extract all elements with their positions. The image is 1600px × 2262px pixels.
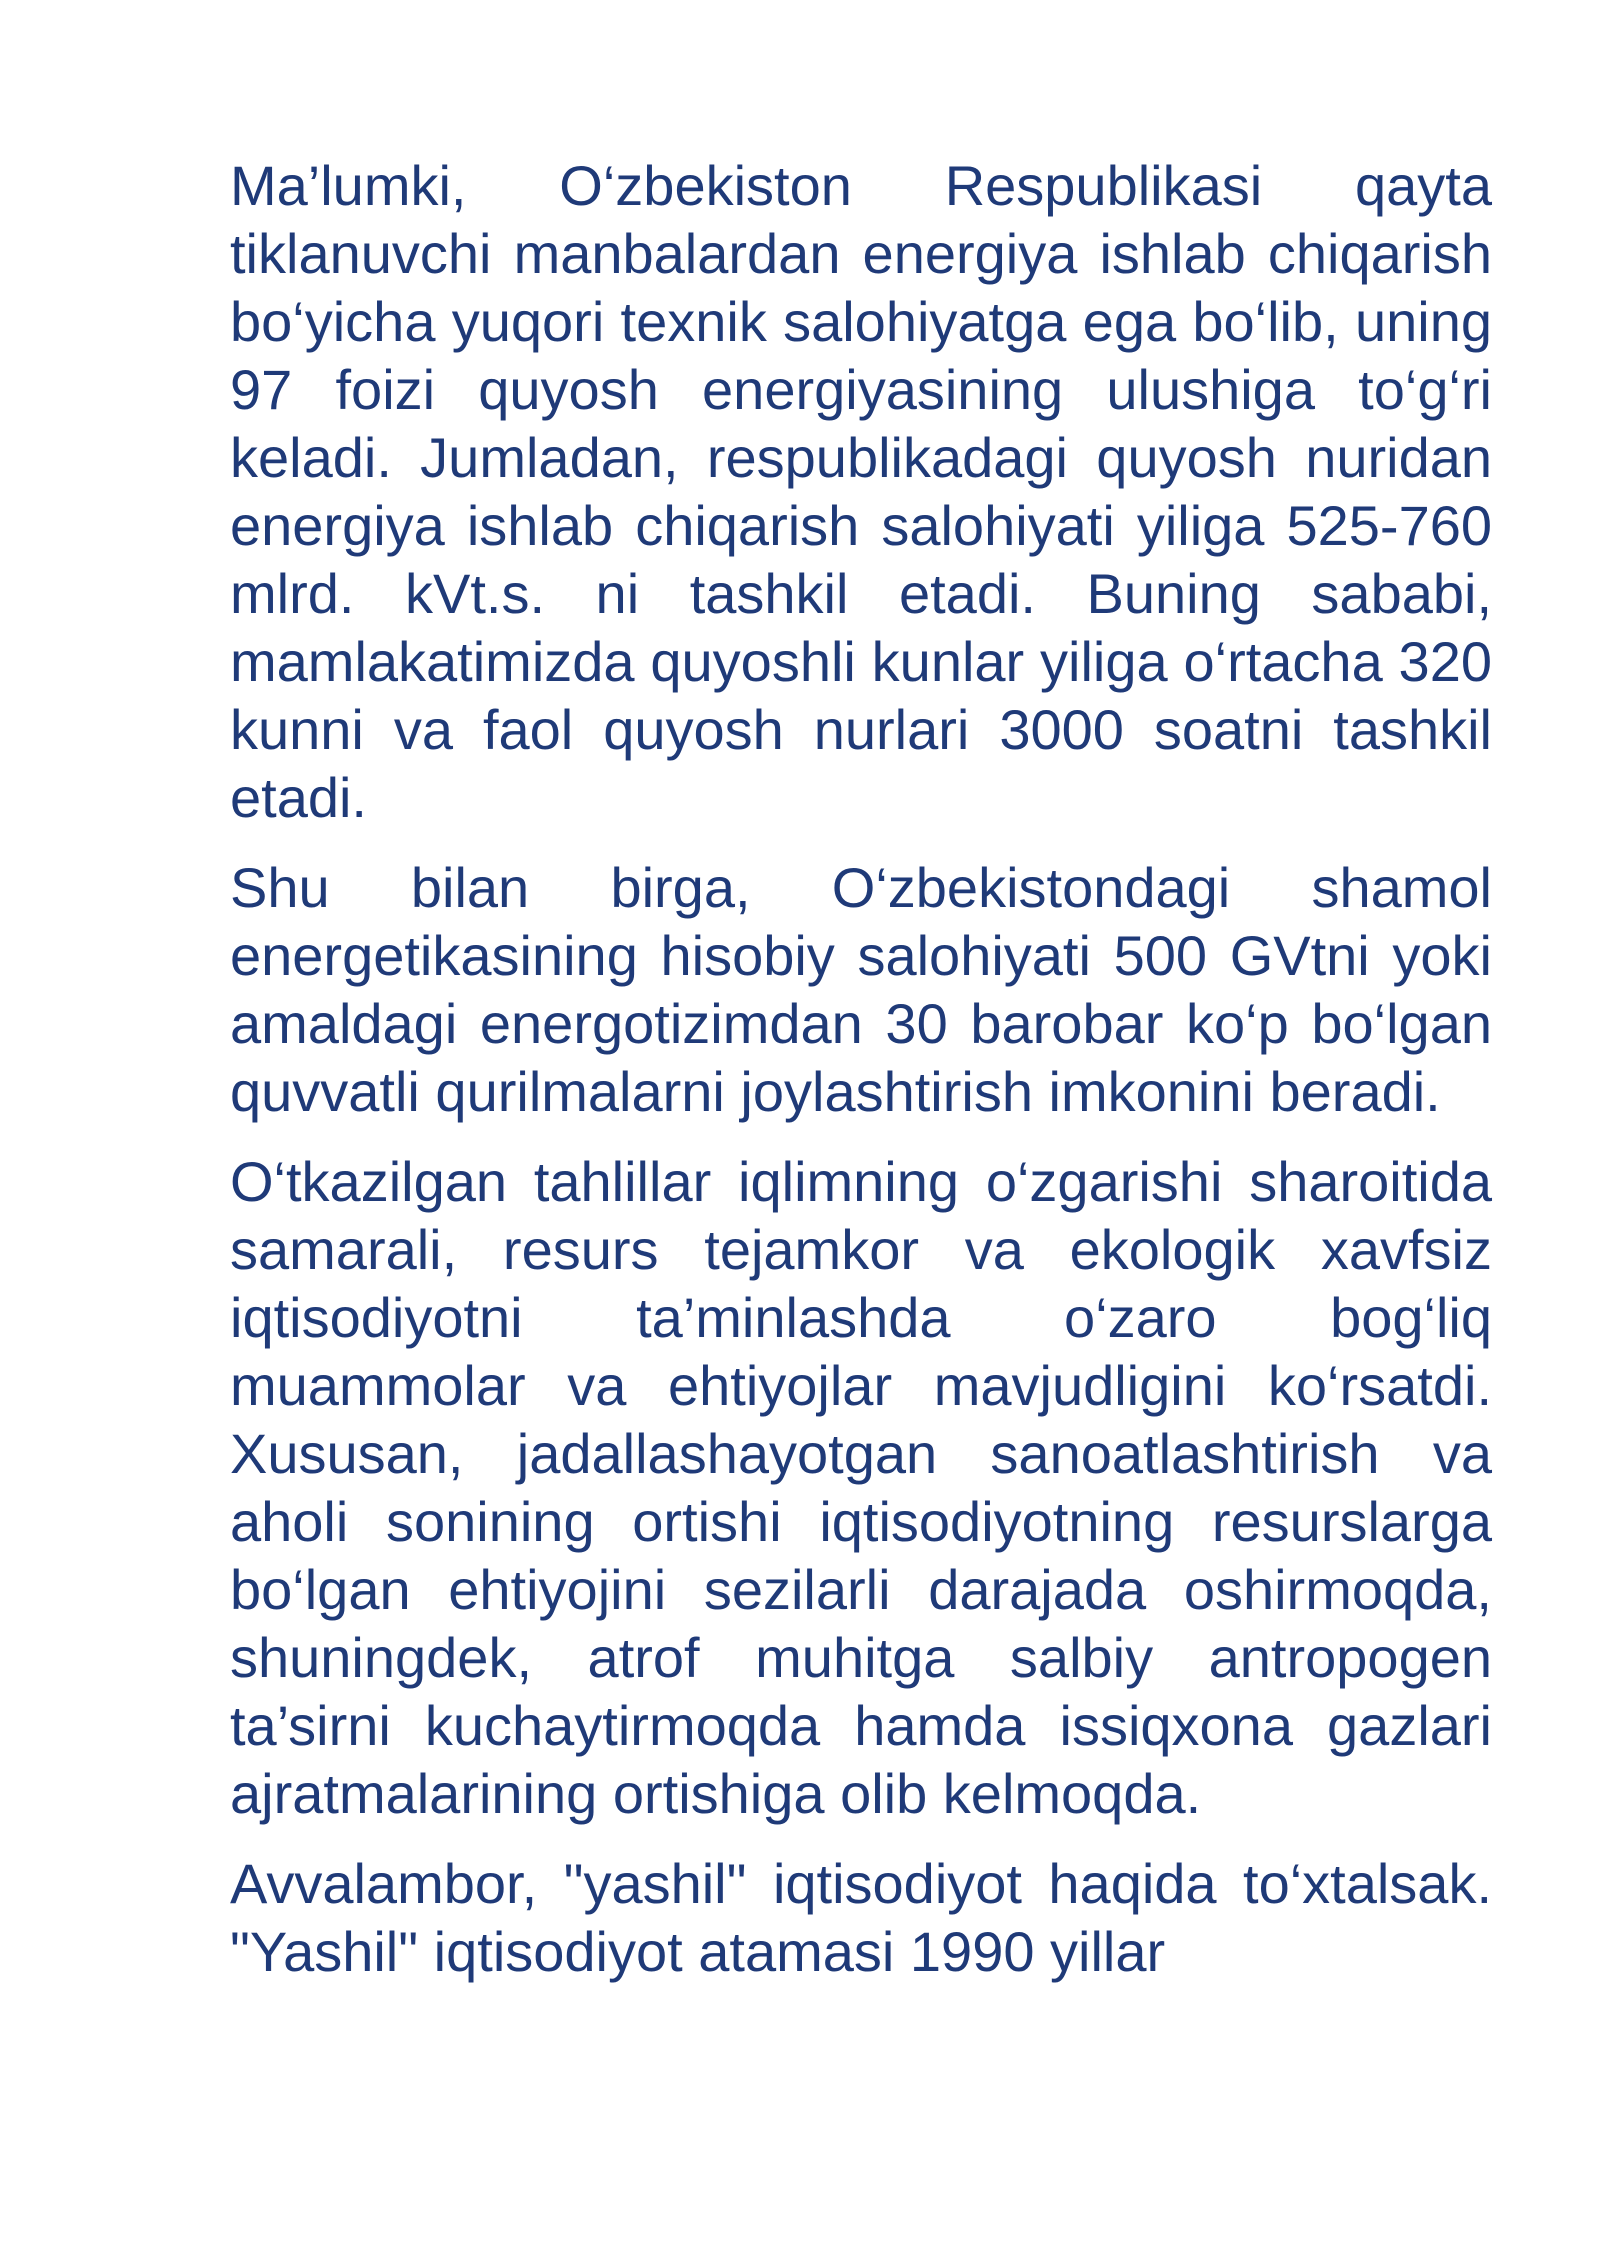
paragraph-analysis: O‘tkazilgan tahlillar iqlimning o‘zgarishi sharoitida samarali, resurs tejamkor va ekologik xavfsiz iqtisodiyotni ta’minlashda o‘zaro bog‘liq muammolar va ehtiyojlar mavjudligini ko‘rsatdi. Xususan, jadallashayotgan sanoatlashtirish va aholi sonining ortishi iqtisodiyotning resurslarga bo‘lgan ehtiyojini sezilarli darajada oshirmoqda, shuningdek, atrof muhitga salbiy antropogen ta’sirni kuchaytirmoqda hamda issiqxona gazlari ajratmalarining ortishiga olib kelmoqda. [230, 1150, 1492, 1825]
paragraph-wind-energy: Shu bilan birga, O‘zbekistondagi shamol energetikasining hisobiy salohiyati 500 GVtni yoki amaldagi energotizimdan 30 barobar ko‘p bo‘lgan quvvatli qurilmalarni joylashtirish imkonini beradi. [230, 856, 1492, 1123]
paragraph-green-economy: Avvalambor, "yashil" iqtisodiyot haqida to‘xtalsak. "Yashil" iqtisodiyot atamasi 1990 yillar [230, 1852, 1492, 1983]
document-page [230, 152, 1492, 2008]
paragraph-renewable-potential: Ma’lumki, O‘zbekiston Respublikasi qayta tiklanuvchi manbalardan energiya ishlab chiqarish bo‘yicha yuqori texnik salohiyatga ega bo‘lib, uning 97 foizi quyosh energiyasining ulushiga to‘g‘ri keladi. Jumladan, respublikadagi quyosh nuridan energiya ishlab chiqarish salohiyati yiliga 525-760 mlrd. kVt.s. ni tashkil etadi. Buning sababi, mamlakatimizda quyoshli kunlar yiliga o‘rtacha 320 kunni va faol quyosh nurlari 3000 soatni tashkil etadi. [230, 154, 1492, 829]
